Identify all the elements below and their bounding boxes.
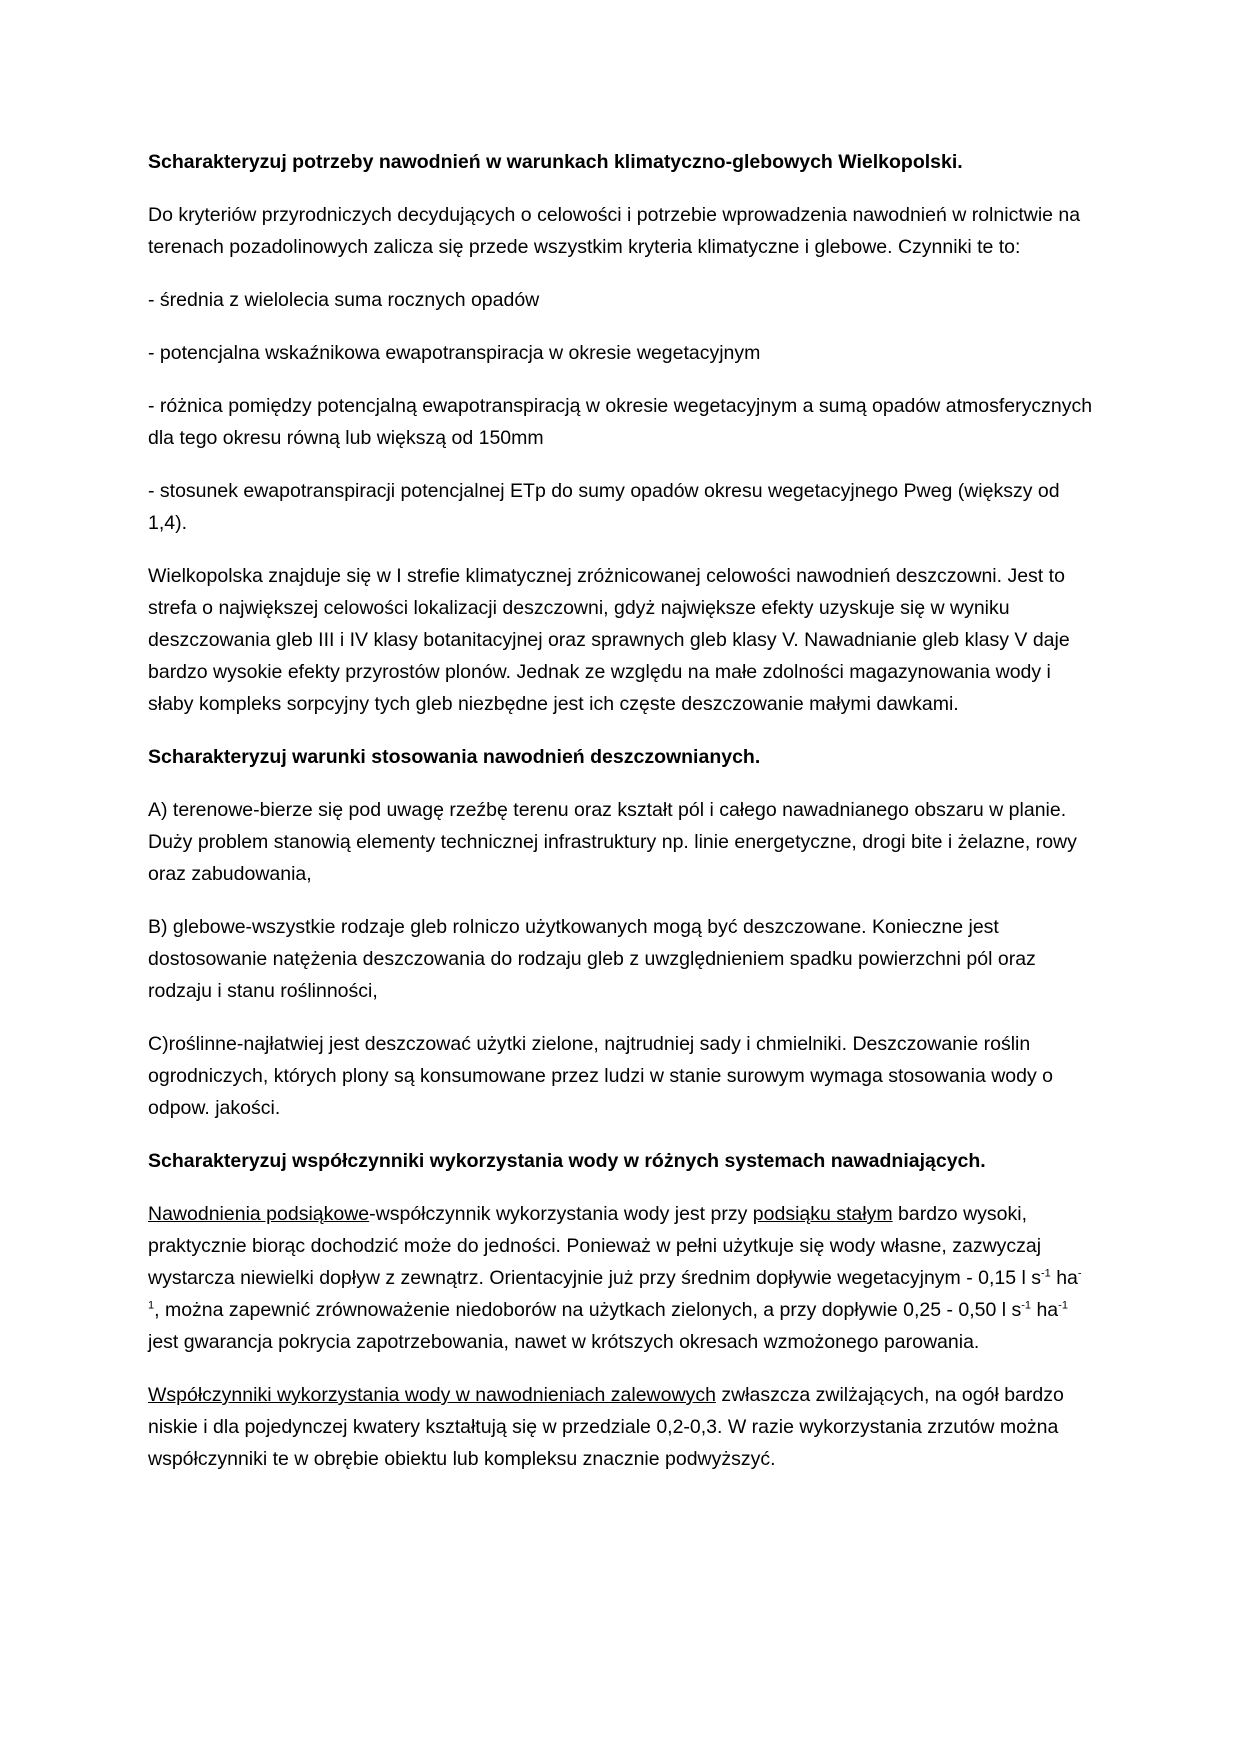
paragraph-terrain-conditions: A) terenowe-bierze się pod uwagę rzeźbę terenu oraz kształt pól i całego nawadnianego obszaru w planie. Duży problem stanowią elementy technicznej infrastruktury np. linie energetyczne, drogi bite i żelazne, rowy oraz zabudowania,: [148, 799, 1077, 885]
list-item-rainfall: - średnia z wielolecia suma rocznych opadów: [148, 289, 540, 311]
paragraph-flood-irrigation: [148, 1379, 1093, 1475]
section-heading-water-use-coefficients: Scharakteryzuj współczynniki wykorzystania wody w różnych systemach nawadniających.: [148, 1150, 986, 1172]
paragraph-wielkopolska: Wielkopolska znajduje się w I strefie klimatycznej zróżnicowanej celowości nawodnień deszczowni. Jest to strefa o największej celowości lokalizacji deszczowni, gdyż największe efekty uzyskuje się w wyniku deszczowania gleb III i IV klasy botanitacyjnej oraz sprawnych gleb klasy V. Nawadnianie gleb klasy V daje bardzo wysokie efekty przyrostów plonów. Jednak ze względu na małe zdolności magazynowania wody i słaby kompleks sorpcyjny tych gleb niezbędne jest ich częste deszczowanie małymi dawkami.: [148, 565, 1070, 715]
underlined-term-subirrigation: Nawodnienia podsiąkowe: [148, 1203, 370, 1225]
paragraph-soil-conditions: B) glebowe-wszystkie rodzaje gleb rolniczo użytkowanych mogą być deszczowane. Konieczne jest dostosowanie natężenia deszczowania do rodzaju gleb z uwzględnieniem spadku powierzchni pól oraz rodzaju i stanu roślinności,: [148, 916, 1036, 1002]
text-run: ha: [1050, 1267, 1078, 1289]
superscript: -1: [1021, 1299, 1032, 1312]
underlined-term-constant-subirrigation: podsiąku stałym: [752, 1203, 893, 1225]
text-run: ha: [1031, 1299, 1059, 1321]
document-page: [148, 146, 1093, 1496]
list-item-evapotranspiration: - potencjalna wskaźnikowa ewapotranspiracja w okresie wegetacyjnym: [148, 342, 761, 364]
text-run: bardzo wysoki, praktycznie biorąc dochodzić może do jedności. Ponieważ w pełni użytkuje się wody własne, zazwyczaj wystarcza niewielki dopływ z zewnątrz. Orientacyjnie już przy średnim dopływie wegetacyjnym - 0,15 l s: [148, 1203, 1042, 1289]
paragraph-criteria-intro: Do kryteriów przyrodniczych decydujących o celowości i potrzebie wprowadzenia nawodnień w rolnictwie na terenach pozadolinowych zalicza się przede wszystkim kryteria klimatyczne i glebowe. Czynniki te to:: [148, 204, 1081, 258]
superscript: -1: [1041, 1267, 1051, 1280]
text-run: jest gwarancja pokrycia zapotrzebowania, nawet w krótszych okresach wzmożonego parowania.: [148, 1331, 980, 1353]
section-heading-irrigation-needs: Scharakteryzuj potrzeby nawodnień w warunkach klimatyczno-glebowych Wielkopolski.: [148, 151, 963, 173]
underlined-term-flood-coefficients: Współczynniki wykorzystania wody w nawodnieniach zalewowych: [148, 1384, 716, 1406]
superscript: -1: [1058, 1299, 1068, 1312]
text-run: -współczynnik wykorzystania wody jest przy: [369, 1203, 753, 1225]
list-item-difference: - różnica pomiędzy potencjalną ewapotranspiracją w okresie wegetacyjnym a sumą opadów atmosferycznych dla tego okresu równą lub większą od 150mm: [148, 395, 1093, 449]
text-run: zwłaszcza zwilżających, na ogół bardzo niskie i dla pojedynczej kwatery kształtują się w przedziale 0,2-0,3. W razie wykorzystania zrzutów można współczynniki te w obrębie obiektu lub kompleksu znacznie podwyższyć.: [148, 1384, 1064, 1470]
section-heading-sprinkler-conditions: Scharakteryzuj warunki stosowania nawodnień deszczownianych.: [148, 746, 761, 768]
superscript: -1: [148, 1267, 1082, 1312]
text-run: , można zapewnić zrównoważenie niedoborów na użytkach zielonych, a przy dopływie 0,25 - 0,50 l s: [154, 1299, 1022, 1321]
paragraph-subirrigation: [148, 1198, 1093, 1358]
paragraph-plant-conditions: C)roślinne-najłatwiej jest deszczować użytki zielone, najtrudniej sady i chmielniki. Deszczowanie roślin ogrodniczych, których plony są konsumowane przez ludzi w stanie surowym wymaga stosowania wody o odpow. jakości.: [148, 1033, 1053, 1119]
list-item-ratio: - stosunek ewapotranspiracji potencjalnej ETp do sumy opadów okresu wegetacyjnego Pweg (większy od 1,4).: [148, 480, 1060, 534]
